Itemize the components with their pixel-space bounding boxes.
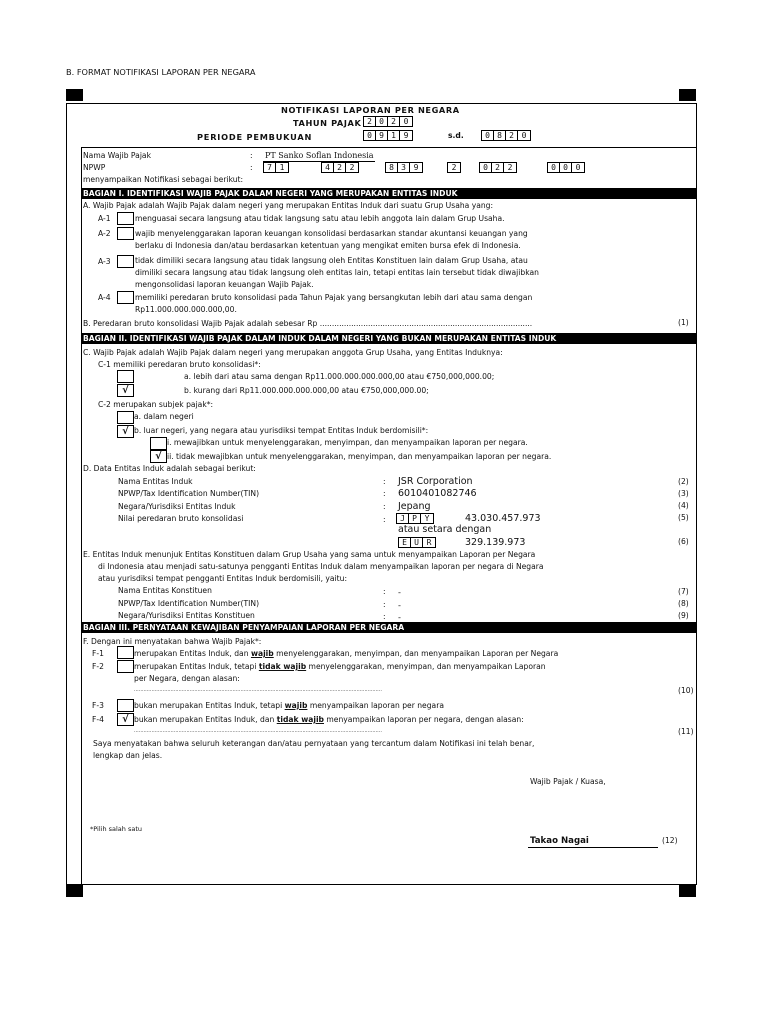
npwp-group-5[interactable]: 0 2 2 <box>479 162 517 173</box>
npwp-group-6[interactable]: 0 0 0 <box>547 162 585 173</box>
d-colon: : <box>383 502 386 511</box>
bagian-3-header: BAGIAN III. PERNYATAAN KEWAJIBAN PENYAMPAIAN LAPORAN PER NEGARA <box>81 622 697 633</box>
f-intro: F. Dengan ini menyatakan bahwa Wajib Pajak*: <box>83 637 262 646</box>
corner-marker-bottom-right <box>679 885 696 897</box>
d-label-negara: Negara/Yurisdiksi Entitas Induk <box>118 502 236 511</box>
a3-label: A-3 <box>98 257 111 266</box>
f3-checkbox[interactable] <box>117 699 134 712</box>
c1b-checkbox[interactable]: √ <box>117 384 134 397</box>
ref-num-10: (10) <box>678 686 694 695</box>
c2a-checkbox[interactable] <box>117 411 134 424</box>
d-colon: : <box>383 477 386 486</box>
periode-label: PERIODE PEMBUKUAN <box>197 132 313 142</box>
e-label-nama: Nama Entitas Konstituen <box>118 586 212 595</box>
f1-label: F-1 <box>92 649 104 658</box>
f3-label: F-3 <box>92 701 104 710</box>
a4-checkbox[interactable] <box>117 291 134 304</box>
d-colon: : <box>383 515 386 524</box>
c1-label: C-1 memiliki peredaran bruto konsolidasi*: <box>98 360 261 369</box>
c2a-text: a. dalam negeri <box>134 412 194 421</box>
periode-end-cells[interactable]: 0 8 2 0 <box>481 130 531 141</box>
header-divider <box>81 147 697 148</box>
bagian-1-a-intro: A. Wajib Pajak adalah Wajib Pajak dalam negeri yang merupakan Entitas Induk dari suatu Grup Usaha yang: <box>83 201 494 210</box>
tahun-pajak-label: TAHUN PAJAK <box>293 118 362 128</box>
e-label-npwp: NPWP/Tax Identification Number(TIN) <box>118 599 260 608</box>
e-colon: : <box>383 612 386 621</box>
c2b-checkbox[interactable]: √ <box>117 425 134 438</box>
corner-marker-top-left <box>66 89 83 101</box>
a2-line-1: wajib menyelenggarakan laporan keuangan konsolidasi berdasarkan standar akuntansi keuangan yang <box>135 229 528 238</box>
nama-label: Nama Wajib Pajak <box>83 151 151 160</box>
a2-checkbox[interactable] <box>117 227 134 240</box>
d-label-nilai: Nilai peredaran bruto konsolidasi <box>118 514 244 523</box>
f4-label: F-4 <box>92 715 104 724</box>
b-peredaran-bruto: B. Peredaran bruto konsolidasi Wajib Pajak adalah sebesar Rp ........................................................................................ <box>83 319 533 328</box>
npwp-group-4[interactable]: 2 <box>447 162 461 173</box>
a2-line-2: berlaku di Indonesia dan/atau berdasarkan ketentuan yang mengikat emiten bursa efek di Indonesia. <box>135 241 521 250</box>
nama-colon: : <box>250 151 253 160</box>
c2b-text: b. luar negeri, yang negara atau yurisdiksi tempat Entitas Induk berdomisili*: <box>134 426 429 435</box>
tahun-pajak-cells[interactable]: 2 0 2 0 <box>363 116 413 127</box>
d-setara: atau setara dengan <box>398 524 492 535</box>
c1b-text: b. kurang dari Rp11.000.000.000.000,00 atau €750,000,000.00; <box>184 386 429 395</box>
d-label-nama: Nama Entitas Induk <box>118 477 193 486</box>
statement-line-1: Saya menyatakan bahwa seluruh keterangan dan/atau pernyataan yang tercantum dalam Notifikasi ini telah benar, <box>93 739 535 748</box>
d-value-nama[interactable]: JSR Corporation <box>398 476 473 487</box>
currency-jpy-cells[interactable]: J P Y <box>396 513 434 524</box>
a1-text: menguasai secara langsung atau tidak langsung satu atau lebih anggota lain dalam Grup Usaha. <box>135 214 505 223</box>
c1a-checkbox[interactable] <box>117 370 134 383</box>
d-value-npwp[interactable]: 6010401082746 <box>398 488 477 499</box>
periode-start-cells[interactable]: 0 9 1 9 <box>363 130 413 141</box>
a2-label: A-2 <box>98 229 111 238</box>
a3-line-1: tidak dimiliki secara langsung atau tidak langsung oleh Entitas Konstituen lain dalam Grup Usaha, atau <box>135 256 528 265</box>
d-value-eur[interactable]: 329.139.973 <box>465 537 526 548</box>
f3-text: bukan merupakan Entitas Induk, tetapi wajib menyampaikan laporan per negara <box>134 701 444 710</box>
ref-num-2: (2) <box>678 477 689 486</box>
f2-label: F-2 <box>92 662 104 671</box>
f4-text: bukan merupakan Entitas Induk, dan tidak wajib menyampaikan laporan per negara, dengan alasan: <box>134 715 524 724</box>
footnote: *Pilih salah satu <box>90 825 143 833</box>
f1-text: merupakan Entitas Induk, dan wajib menyelenggarakan, menyimpan, dan menyampaikan Laporan per Negara <box>134 649 559 658</box>
npwp-colon: : <box>250 163 253 172</box>
e-line-3: atau yurisdiksi tempat pengganti Entitas Induk berdomisili, yaitu: <box>98 574 348 583</box>
identity-intro: menyampaikan Notifikasi sebagai berikut: <box>83 175 244 184</box>
nama-value[interactable]: PT Sanko Soflan Indonesia <box>265 151 374 160</box>
npwp-group-1[interactable]: 7 1 <box>263 162 289 173</box>
c2b-ii-text: ii. tidak mewajibkan untuk menyelenggarakan, menyimpan, dan menyampaikan laporan per negara. <box>167 452 552 461</box>
e-line-2: di Indonesia atau menjadi satu-satunya pengganti Entitas Induk dalam menyampaikan laporan per negara di Negara <box>98 562 544 571</box>
e-line-1: E. Entitas Induk menunjuk Entitas Konstituen dalam Grup Usaha yang sama untuk menyampaikan Laporan per Negara <box>83 550 536 559</box>
a3-line-3: mengonsolidasi laporan keuangan Wajib Pajak. <box>135 280 314 289</box>
e-colon: : <box>383 587 386 596</box>
npwp-label: NPWP <box>83 163 106 172</box>
a4-line-2: Rp11.000.000.000.000,00. <box>135 305 237 314</box>
d-intro: D. Data Entitas Induk adalah sebagai berikut: <box>83 464 256 473</box>
ref-num-6: (6) <box>678 537 689 546</box>
e-value-npwp[interactable]: - <box>398 600 401 610</box>
d-value-nilai[interactable]: 43.030.457.973 <box>465 513 541 524</box>
statement-line-2: lengkap dan jelas. <box>93 751 163 760</box>
a4-label: A-4 <box>98 293 111 302</box>
a1-checkbox[interactable] <box>117 212 134 225</box>
bagian-2-header: BAGIAN II. IDENTIFIKASI WAJIB PAJAK DALAM INDUK DALAM NEGERI YANG BUKAN MERUPAKAN ENTITAS INDUK <box>81 333 697 344</box>
signer-role: Wajib Pajak / Kuasa, <box>530 777 606 786</box>
ref-num-4: (4) <box>678 501 689 510</box>
e-label-negara: Negara/Yurisdiksi Entitas Konstituen <box>118 611 255 620</box>
a3-checkbox[interactable] <box>117 255 134 268</box>
form-title: NOTIFIKASI LAPORAN PER NEGARA <box>281 105 460 115</box>
ref-num-9: (9) <box>678 611 689 620</box>
ref-num-8: (8) <box>678 599 689 608</box>
f2-reason-dots[interactable]: ............................................................................................................................................................ <box>134 687 382 693</box>
bagian-1-header: BAGIAN I. IDENTIFIKASI WAJIB PAJAK DALAM NEGERI YANG MERUPAKAN ENTITAS INDUK <box>81 188 697 199</box>
ref-num-11: (11) <box>678 727 694 736</box>
f2-checkbox[interactable] <box>117 660 134 673</box>
a3-line-2: dimiliki secara langsung atau tidak langsung oleh entitas lain, tetapi entitas lain tersebut tidak diwajibkan <box>135 268 539 277</box>
d-label-npwp: NPWP/Tax Identification Number(TIN) <box>118 489 260 498</box>
periode-sd: s.d. <box>448 131 464 140</box>
ref-num-7: (7) <box>678 587 689 596</box>
e-colon: : <box>383 600 386 609</box>
c2b-i-checkbox[interactable] <box>150 437 167 450</box>
e-value-nama[interactable]: - <box>398 587 401 597</box>
c-intro: C. Wajib Pajak adalah Wajib Pajak dalam negeri yang merupakan anggota Grup Usaha, yang Entitas Induknya: <box>83 348 503 357</box>
f1-checkbox[interactable] <box>117 646 134 659</box>
c1a-text: a. lebih dari atau sama dengan Rp11.000.000.000.000,00 atau €750,000,000.00; <box>184 372 495 381</box>
currency-eur-cells[interactable]: E U R <box>398 537 436 548</box>
c2-label: C-2 merupakan subjek pajak*: <box>98 400 214 409</box>
corner-marker-bottom-left <box>66 885 83 897</box>
signature-line <box>528 847 658 848</box>
signer-name[interactable]: Takao Nagai <box>530 836 589 846</box>
npwp-group-3[interactable]: 8 3 9 <box>385 162 423 173</box>
d-colon: : <box>383 489 386 498</box>
ref-num-1: (1) <box>678 318 689 327</box>
ref-num-5: (5) <box>678 513 689 522</box>
a4-line-1: memiliki peredaran bruto konsolidasi pada Tahun Pajak yang bersangkutan lebih dari atau sama dengan <box>135 293 533 302</box>
ref-num-12: (12) <box>662 836 678 845</box>
ref-num-3: (3) <box>678 489 689 498</box>
f2-line-2: per Negara, dengan alasan: <box>134 674 240 683</box>
d-value-negara[interactable]: Jepang <box>398 501 431 512</box>
f4-checkbox[interactable]: √ <box>117 713 134 726</box>
f4-reason-dots[interactable]: ............................................................................................................................................................ <box>134 728 382 734</box>
npwp-group-2[interactable]: 4 2 2 <box>321 162 359 173</box>
a1-label: A-1 <box>98 214 111 223</box>
f2-text: merupakan Entitas Induk, tetapi tidak wajib menyelenggarakan, menyimpan, dan menyampaikan Laporan <box>134 662 546 671</box>
form-heading: B. FORMAT NOTIFIKASI LAPORAN PER NEGARA <box>66 67 256 77</box>
c2b-ii-checkbox[interactable]: √ <box>150 450 167 463</box>
c2b-i-text: i. mewajibkan untuk menyelenggarakan, menyimpan, dan menyampaikan laporan per negara. <box>167 438 528 447</box>
corner-marker-top-right <box>679 89 696 101</box>
e-value-negara[interactable]: - <box>398 612 401 622</box>
